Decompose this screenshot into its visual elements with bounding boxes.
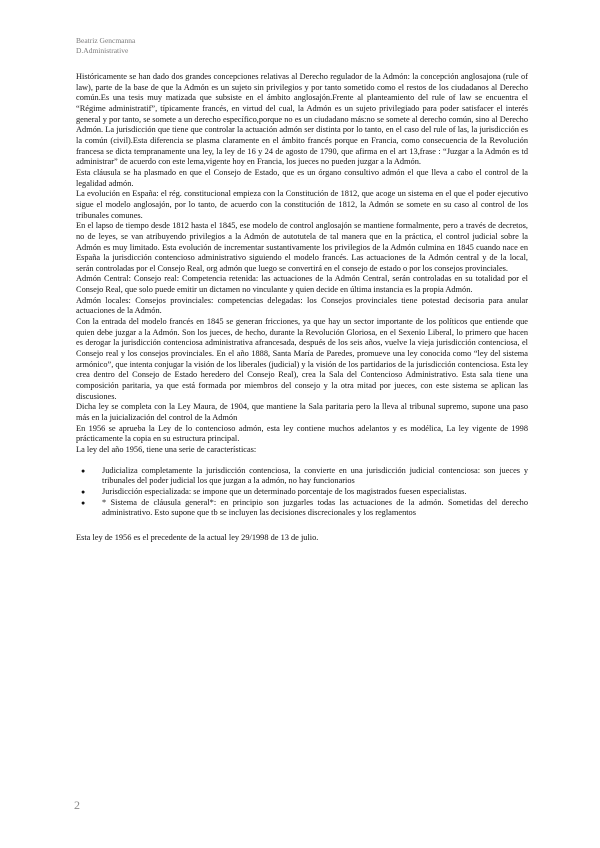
paragraph: La ley del año 1956, tiene una serie de características: xyxy=(76,444,257,454)
paragraph: En 1956 se aprueba la Ley de lo contencioso admón, esta ley contiene muchos adelantos y es modélica, La ley vigente de 1998 prácticamente la copia en su estructura principal. xyxy=(76,423,528,444)
header-author: Beatriz Gencmanna xyxy=(76,36,136,45)
paragraph: La evolución en España: el rég. constitucional empieza con la Constitución de 1812, que acoge un sistema en el que el poder ejecutivo sigue el modelo anglosajón, por lo tanto, de acuerdo con la constitución de 1812, la Admón se somete en su caso al control de los tribunales comunes. xyxy=(76,189,528,220)
document-body xyxy=(76,72,528,544)
paragraph: Históricamente se han dado dos grandes concepciones relativas al Derecho regulador de la Admón: la concepción anglosajona (rule of law), parte de la base de que la Admón es un sujeto sin privilegios y por tanto sometido como el restos de los ciudadanos al Derecho común.Es una tesis muy matizada que subsiste en el ámbito anglosajón.Frente al planteamiento del rule of law se encuentra el “Régime administratif”, típicamente francés, en virtud del cual, la Admón es un sujeto privilegiado para poder satisfacer el interés general y por tanto, se somete a un derecho específico,porque no es un ciudadano más:no se somete al derecho común, sino al Derecho Admón. La jurisdicción que tiene que controlar la actuación admón ser distinta por lo tanto, en el caso del rule of las, la jurisdicción es la común (civil).Esta diferencia se plasma claramente en el ámbito francés porque en Francia, como consecuencia de la Revolución francesa se dicta tempranamente una ley, la ley de 16 y 24 de agosto de 1790, que afirma en el art 13,frase : “Juzgar a la Admón es td administrar” de acuerdo con este lema,vigente hoy en Francia, los jueces no pueden juzgar a la Admón. xyxy=(76,72,528,167)
paragraph: Admón locales: Consejos provinciales: competencias delegadas: los Consejos provinciales tiene potestad decisoria para anular actuaciones de la Admón. xyxy=(76,295,528,316)
paragraph: Esta cláusula se ha plasmado en que el Consejo de Estado, que es un órgano consultivo admón el que lleva a cabo el control de la legalidad admón. xyxy=(76,167,528,188)
characteristics-list xyxy=(76,466,528,519)
paragraph: Admón Central: Consejo real: Competencia retenida: las actuaciones de la Admón Central, serán controladas en su totalidad por el Consejo Real, que solo puede emitir un dictamen no vinculante y quien decide en última instancia es la propia Admón. xyxy=(76,274,528,295)
closing-paragraph: Esta ley de 1956 es el precedente de la actual ley 29/1998 de 13 de julio. xyxy=(76,532,319,542)
paragraph: Con la entrada del modelo francés en 1845 se generan fricciones, ya que hay un sector importante de los políticos que entiende que quien debe juzgar a la Admón. Son los jueces, de hecho, durante la Revolución Gloriosa, en el Sexenio Liberal, lo primero que hacen es derogar la jurisdicción contenciosa administrativa afrancesada, después de los seis años, vuelve la vieja jurisdicción contenciosa, el Consejo real y los consejos provinciales. En el año 1888, Santa María de Paredes, promueve una ley conocida como “ley del sistema armónico”, que intenta conjugar la visión de los liberales (judicial) y la visión de los partidarios de la jurisdicción contenciosa. Esta ley crea dentro del Consejo de Estado heredero del Consejo Real), crea la Sala del Contencioso Administrativo. Esta sala tiene una composición paritaria, ya que está formada por miembros del consejo y la otra mitad por jueces, con este sistema se aplican las discusiones. xyxy=(76,317,528,401)
page-number: 2 xyxy=(74,798,80,812)
paragraph: Dicha ley se completa con la Ley Maura, de 1904, que mantiene la Sala paritaria pero la lleva al tribunal supremo, supone una paso más en la juicialización del control de la Admón xyxy=(76,402,528,422)
list-item: ● * Sistema de cláusula general*: en principio son juzgarles todas las actuaciones de la admón. Sometidas del derecho administrativo. Esto supone que tb se incluyen las decisiones discrecionales y los reglamentos xyxy=(102,498,528,519)
list-item: ● Judicializa completamente la jurisdicción contenciosa, la convierte en una jurisdicción judicial contenciosa: son jueces y tribunales del poder judicial los que juzgan a la admón, no hay funcionarios xyxy=(102,466,528,487)
page-header xyxy=(76,36,135,56)
header-subject: D.Administrative xyxy=(76,46,129,55)
list-item: ● Jurisdicción especializada: se impone que un determinado porcentaje de los magistrados fuesen especialistas. xyxy=(102,487,528,498)
paragraph: En el lapso de tiempo desde 1812 hasta el 1845, ese modelo de control anglosajón se mantiene formalmente, pero a través de decretos, no de leyes, se van atribuyendo privilegios a la Admón de autotutela de tal manera que en la práctica, el control judicial sobre la Admón es muy limitado. Esta evolución de incrementar sustantivamente los privilegios de la Admón culmina en 1845 cuando nace en España la jurisdicción contencioso administrativo siguiendo el modelo francés. Las actuaciones de la Admón central y de la local, serán controladas por el Consejo Real, org admón que luego se convertirá en el consejo de estado o por los consejos provinciales. xyxy=(76,221,528,273)
